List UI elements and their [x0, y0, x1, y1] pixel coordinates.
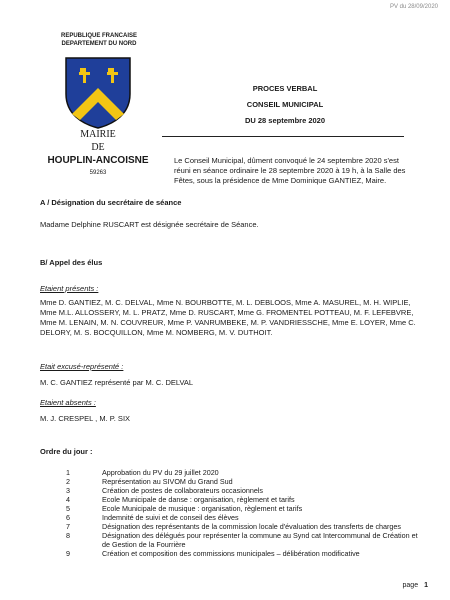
agenda-item: [58, 477, 418, 486]
agenda-item-text: Indemnité de suivi et de conseil des élèves: [102, 513, 239, 522]
de-label: DE: [91, 142, 105, 153]
agenda-item-text: Ecole Municipale de musique : organisation, règlement et tarifs: [102, 504, 303, 513]
page-label: page: [402, 582, 419, 589]
agenda-item-number: 3: [66, 486, 70, 495]
agenda-item: [58, 486, 418, 495]
agenda-item: [58, 468, 418, 477]
republic-label: REPUBLIQUE FRANCAISE: [60, 33, 137, 39]
mairie-block: [30, 128, 166, 180]
present-list: Mme D. GANTIEZ, M. C. DELVAL, Mme N. BOURBOTTE, M. L. DEBLOOS, Mme A. MASUREL, M. H. WIPLIE, Mme M.L. ALLOSSERY, M. L. PRATZ, Mme D. RUSCART, Mme G. FROMENTEL POTTEAU, M. F. LEFEBVRE, Mme M. LENAIN, M. N. COUVREUR, Mme P. VANRUMBEKE, M. P. VANDRIESSCHE, Mme E. LOYER, Mme C. DELORY, M. S. BOCQUILLON, Mme M. NOMBERG, M. V. DUTHOIT.: [40, 298, 416, 337]
meeting-date: DU 28 septembre 2020: [244, 116, 326, 125]
agenda-item: [58, 531, 418, 549]
city-name: HOUPLIN-ANCOISNE: [47, 155, 149, 166]
letterhead: [44, 32, 154, 48]
section-a-heading: A / Désignation du secrétaire de séance: [40, 198, 182, 207]
agenda-item-number: 9: [66, 549, 70, 558]
agenda-item-text: Création et composition des commissions municipales – délibération modificative: [102, 549, 360, 558]
section-b-heading: B/ Appel des élus: [40, 258, 103, 267]
agenda-item: [58, 504, 418, 513]
agenda-item-number: 6: [66, 513, 70, 522]
agenda-item-number: 8: [66, 531, 70, 540]
excused-text: M. C. GANTIEZ représenté par M. C. DELVAL: [40, 378, 194, 387]
absent-label: Etaient absents :: [40, 398, 96, 407]
agenda-item-text: Ecole Municipale de danse : organisation, règlement et tarifs: [102, 495, 295, 504]
agenda-item-text: Approbation du PV du 29 juillet 2020: [102, 468, 219, 477]
agenda-item-number: 1: [66, 468, 70, 477]
agenda-item-text: Représentation au SIVOM du Grand Sud: [102, 477, 233, 486]
secretary-statement: Madame Delphine RUSCART est désignée secrétaire de Séance.: [40, 220, 259, 229]
agenda-item: [58, 495, 418, 504]
department-label: DEPARTEMENT DU NORD: [61, 41, 137, 47]
absent-text: M. J. CRESPEL , M. P. SIX: [40, 414, 131, 423]
agenda-item-number: 5: [66, 504, 70, 513]
postal-code: 59263: [89, 170, 107, 176]
agenda-item-text: Désignation des délégués pour représenter la commune au Synd cat Intercommunal de Création et de Gestion de la Fourrière: [102, 531, 418, 549]
title-divider: [162, 136, 404, 137]
excused-label: Etait excusé-représenté :: [40, 362, 124, 371]
agenda-item: [58, 513, 418, 522]
agenda-item-number: 7: [66, 522, 70, 531]
agenda-list: [58, 468, 418, 558]
present-label: Etaient présents :: [40, 284, 99, 293]
document-title: PROCES VERBAL: [252, 84, 318, 93]
corner-mark: PV du 28/09/2020: [389, 4, 438, 10]
mairie-label: MAIRIE: [80, 129, 116, 140]
agenda-item-number: 2: [66, 477, 70, 486]
agenda-heading: Ordre du jour :: [40, 447, 93, 456]
agenda-item-text: Désignation des représentants de la commission locale d'évaluation des transferts de charges: [102, 522, 402, 531]
intro-paragraph: Le Conseil Municipal, dûment convoqué le 24 septembre 2020 s'est réuni en séance ordinaire le 28 septembre 2020 à 19 h, à la Salle des Fêtes, sous la présidence de Mme Dominique GANTIEZ, Maire.: [174, 156, 406, 185]
council-title: CONSEIL MUNICIPAL: [246, 100, 324, 109]
agenda-item: [58, 549, 418, 558]
agenda-item-text: Création de postes de collaborateurs occasionnels: [102, 486, 264, 495]
agenda-item-number: 4: [66, 495, 70, 504]
page-number: 1: [424, 582, 428, 589]
coat-of-arms-icon: [62, 54, 134, 130]
agenda-item: [58, 522, 418, 531]
page-footer: [403, 582, 428, 589]
